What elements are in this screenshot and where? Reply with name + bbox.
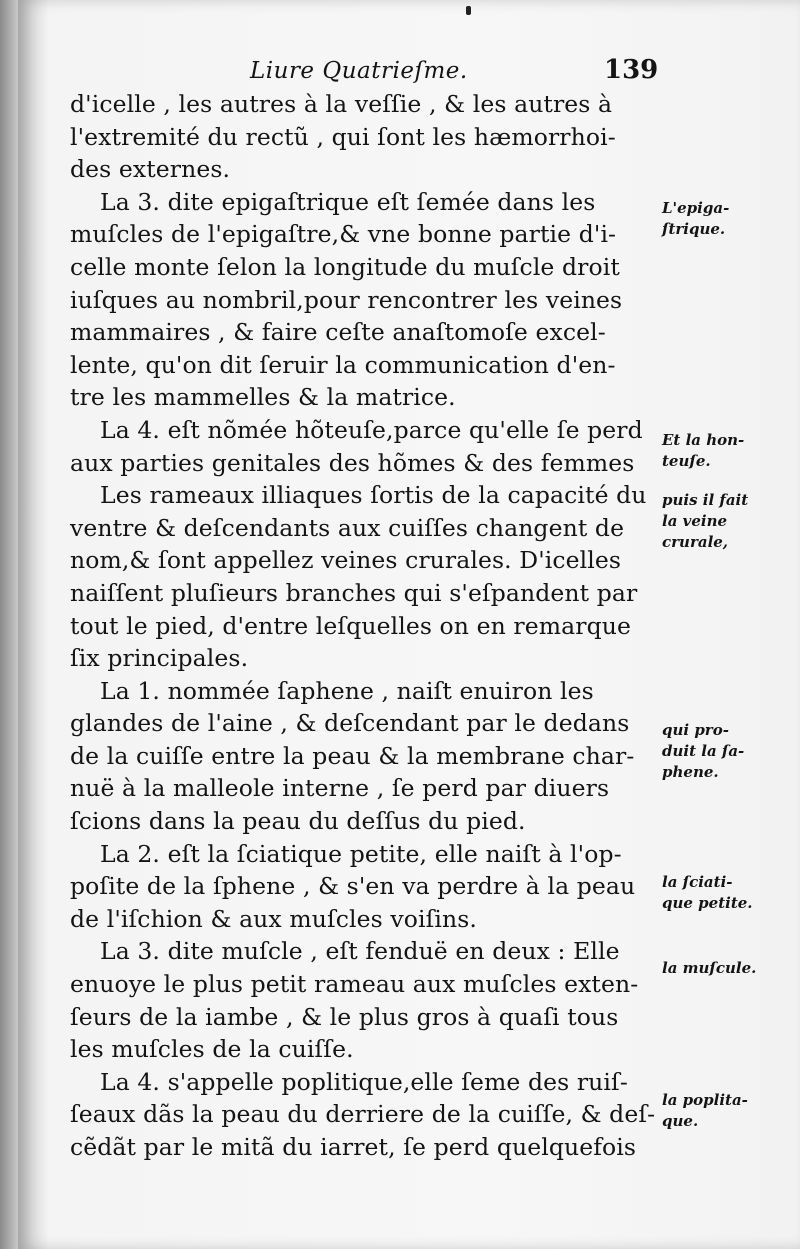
text-line: aux parties genitales des hõmes & des femmes <box>70 448 635 477</box>
text-line: celle monte ſelon la longitude du muſcle droit <box>70 252 620 281</box>
text-line: lente, qu'on dit ſeruir la communication d'en- <box>70 350 616 379</box>
text-line: l'extremité du rectũ , qui ſont les hæmorrhoi- <box>70 122 616 151</box>
text-line: La 1. nommée ſaphene , naiſt enuiron les <box>100 676 594 705</box>
page-number: 139 <box>604 55 659 85</box>
page-gutter-shadow <box>0 0 18 1249</box>
text-line: poſite de la ſphene , & s'en va perdre à la peau <box>70 872 636 901</box>
text-line: ventre & deſcendants aux cuiſſes changent de <box>70 513 625 542</box>
text-line: La 3. dite epigaſtrique eſt ſemée dans les <box>100 187 596 216</box>
text-line: nom,& ſont appellez veines crurales. D'icelles <box>70 546 622 575</box>
margin-note-sciatique: la ſciati- que petite. <box>662 873 753 912</box>
text-line: iuſques au nombril,pour rencontrer les veines <box>70 285 623 314</box>
text-line: d'icelle , les autres à la veſſie , & les autres à <box>70 90 613 118</box>
text-line: de l'iſchion & aux muſcles voiſins. <box>70 904 477 933</box>
text-line: muſcles de l'epigaſtre,& vne bonne partie d'i- <box>70 220 617 249</box>
main-text-block <box>70 88 660 1164</box>
margin-note-honteuse: Et la hon- teuſe. <box>662 431 745 470</box>
text-line: ſcions dans la peau du deſſus du pied. <box>70 807 526 836</box>
text-line: tout le pied, d'entre leſquelles on en remarque <box>70 611 631 640</box>
text-line: enuoye le plus petit rameau aux muſcles exten- <box>70 970 639 999</box>
text-line: glandes de l'aine , & deſcendant par le dedans <box>70 709 630 738</box>
running-head: Liure Quatrieſme. <box>250 58 468 84</box>
margin-note-saphene: qui pro- duit la ſa- phene. <box>662 721 745 781</box>
text-line: ſeurs de la iambe , & le plus gros à quaſi tous <box>70 1002 619 1031</box>
text-line: cẽdãt par le mitã du iarret, ſe perd quelquefois <box>70 1133 637 1161</box>
text-line: naiſſent pluſieurs branches qui s'eſpandent par <box>70 578 638 607</box>
text-line: La 2. eſt la ſciatique petite, elle naiſt à l'op- <box>100 839 622 868</box>
text-line: ſix principales. <box>70 644 249 673</box>
text-line: tre les mammelles & la matrice. <box>70 383 456 412</box>
text-line: nuë à la malleole interne , ſe perd par diuers <box>70 774 610 803</box>
margin-note-poplitique: la poplita- que. <box>662 1091 748 1130</box>
margin-note-crurale: puis il fait la veine crurale, <box>662 491 749 551</box>
ink-mark <box>466 6 471 15</box>
text-line: Les rameaux illiaques ſortis de la capacité du <box>100 481 647 510</box>
margin-note-muscule: la muſcule. <box>662 959 757 977</box>
text-line: des externes. <box>70 155 231 184</box>
text-line: mammaires , & faire ceſte anaſtomoſe excel- <box>70 318 606 347</box>
text-line: La 4. eſt nõmée hõteuſe,parce qu'elle ſe perd <box>100 415 643 444</box>
text-line: La 4. s'appelle poplitique,elle ſeme des ruiſ- <box>100 1067 628 1096</box>
text-line: les muſcles de la cuiſſe. <box>70 1035 354 1064</box>
margin-note-epigastrique: L'epiga- ſtrique. <box>662 199 730 238</box>
text-line: ſeaux dãs la peau du derriere de la cuiſſe, & deſ- <box>70 1100 656 1129</box>
text-line: La 3. dite muſcle , eſt fenduë en deux : Elle <box>100 937 620 966</box>
text-line: de la cuiſſe entre la peau & la membrane char- <box>70 741 635 770</box>
